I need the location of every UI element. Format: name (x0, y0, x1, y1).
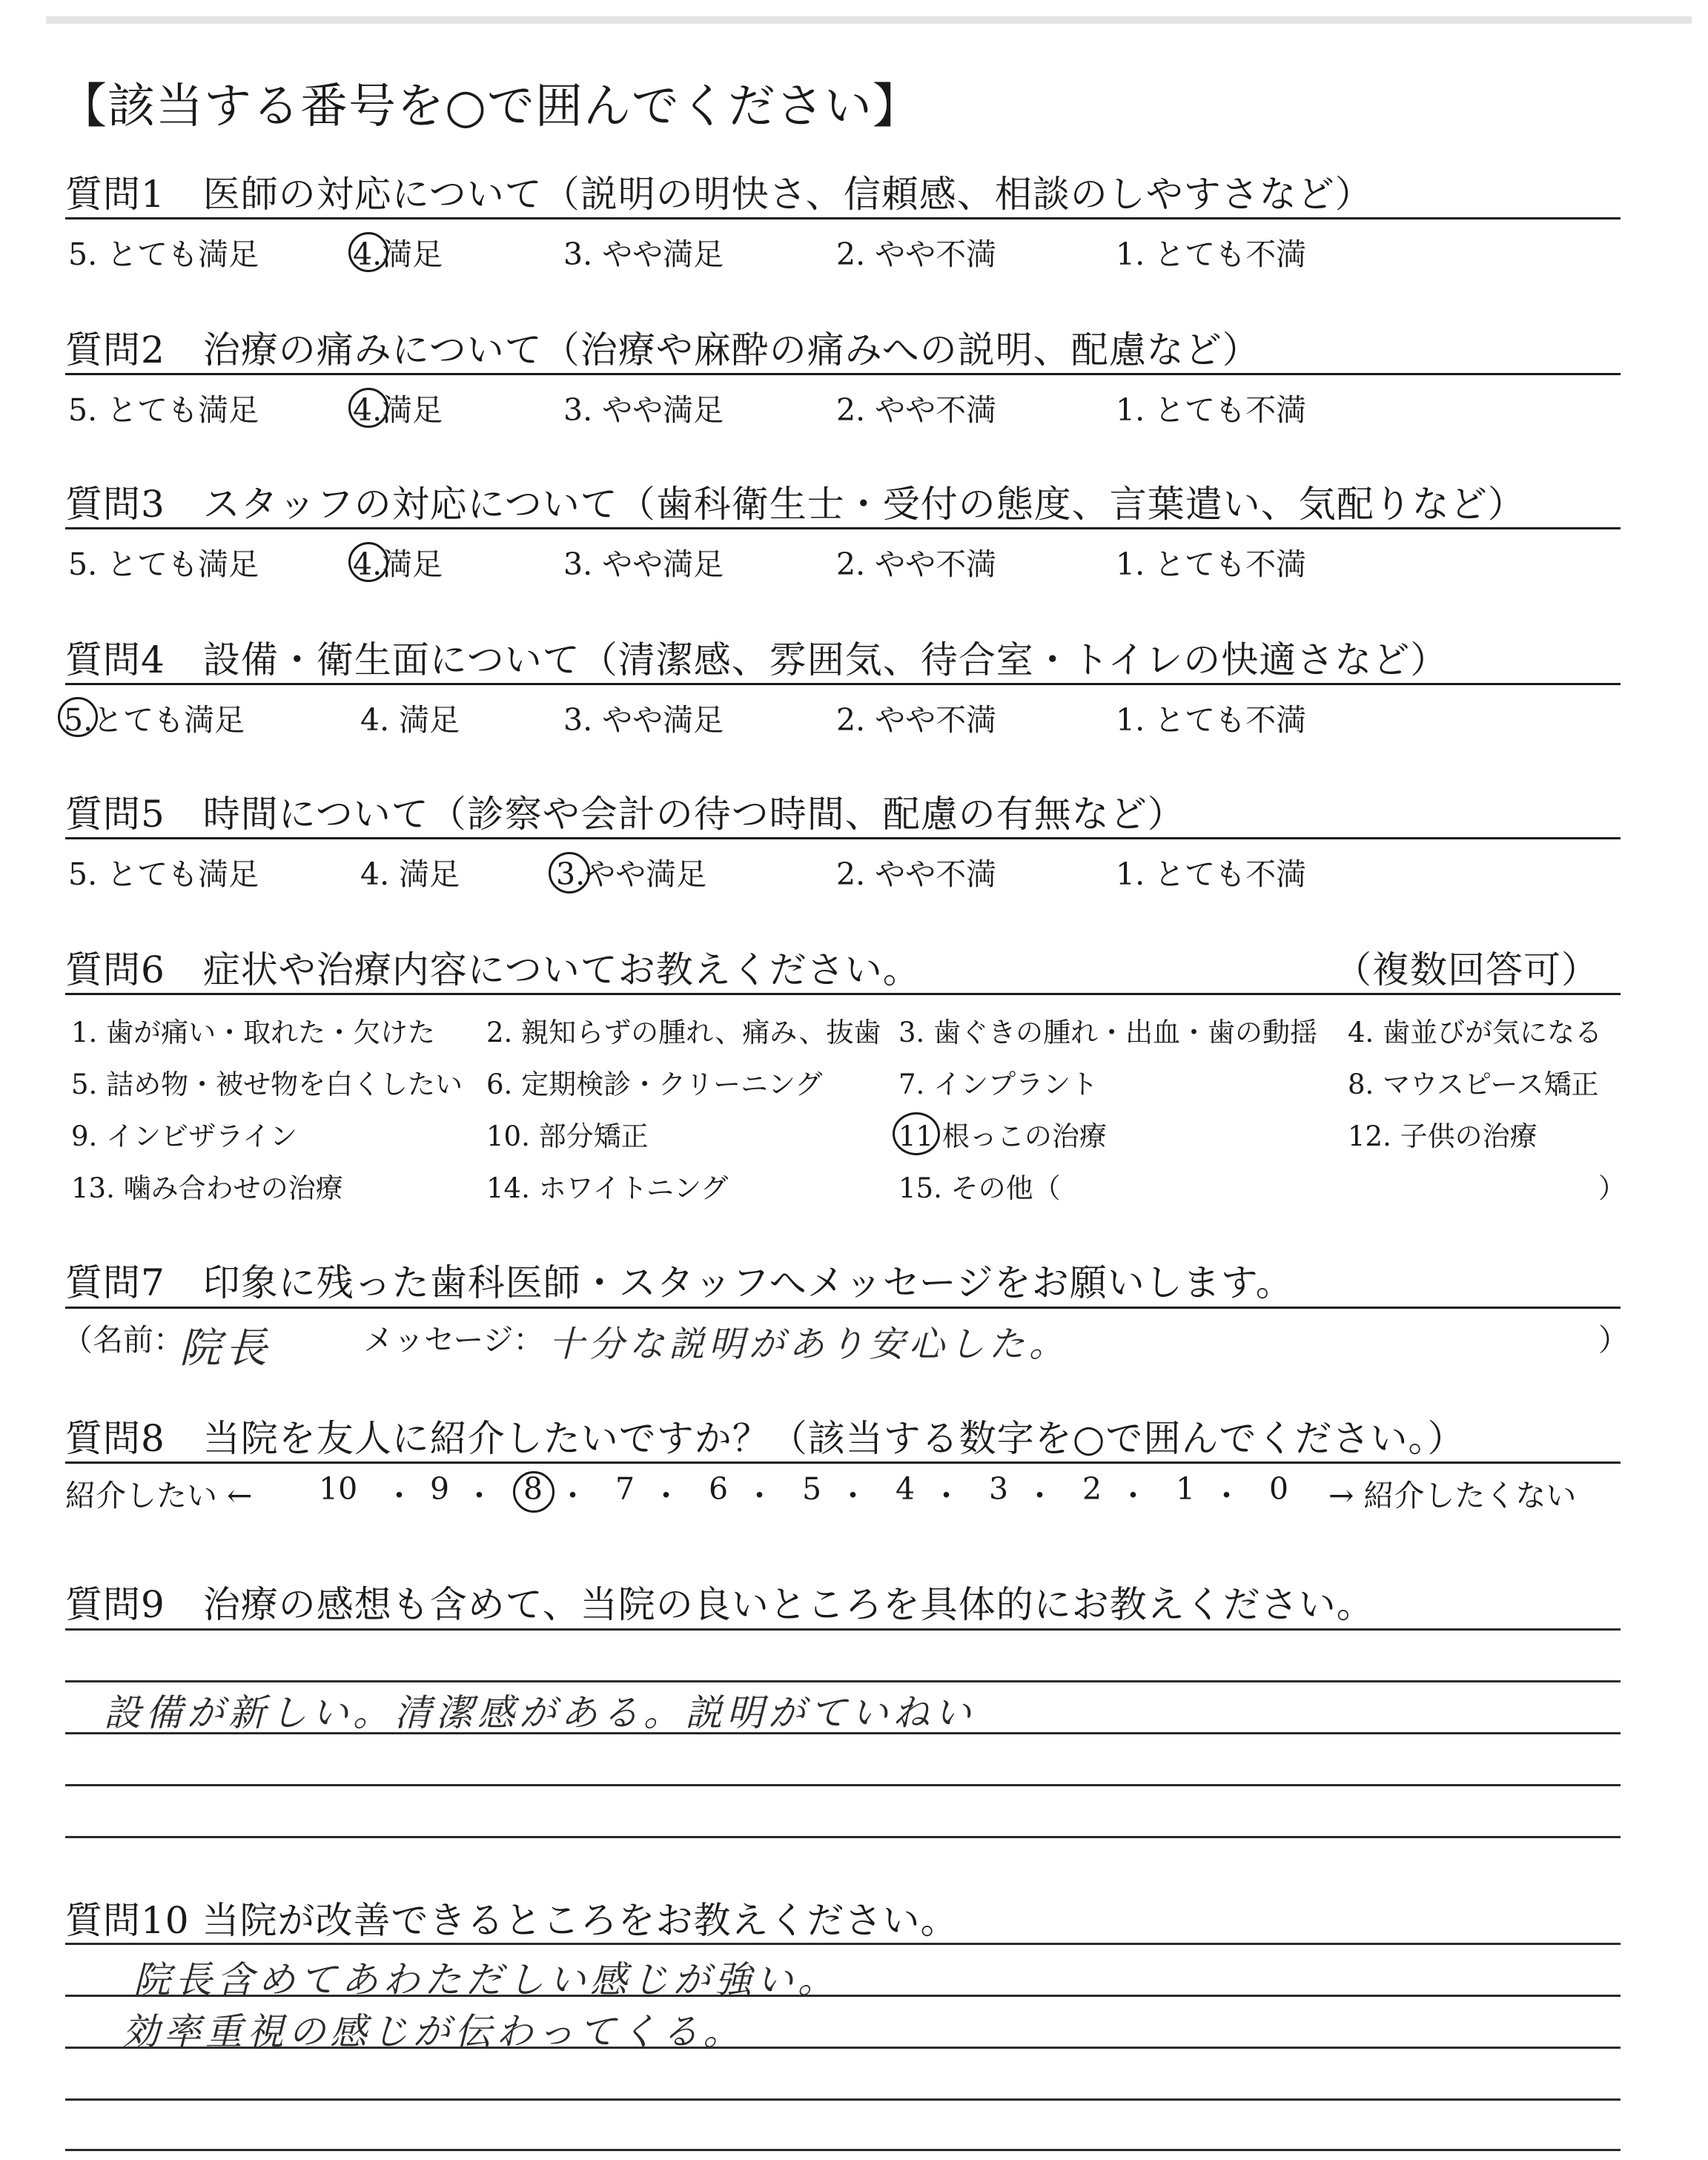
q6-item-12[interactable]: 12. 子供の治療 (1348, 1120, 1537, 1152)
q8-scale-0[interactable]: 0 (1269, 1471, 1289, 1507)
q6-item-3[interactable]: 3. 歯ぐきの腫れ・出血・歯の動揺 (898, 1017, 1318, 1048)
q6-item-13[interactable]: 13. 噛み合わせの治療 (71, 1172, 343, 1204)
q8-scale-sep: ・ (651, 1478, 681, 1513)
q6-item-8[interactable]: 8. マウスピース矯正 (1348, 1069, 1599, 1100)
q9-answer-rule (65, 1784, 1621, 1786)
q4-option-5[interactable]: 5.とても満足 (64, 702, 245, 738)
q8-scale-8[interactable]: 8 (523, 1471, 543, 1507)
q8-left-label: 紹介したい ← (65, 1478, 253, 1513)
question-4-rule (65, 683, 1621, 685)
question-8-rule (65, 1462, 1621, 1464)
q10-answer-rule (65, 1943, 1621, 1945)
q1-option-3[interactable]: 3. やや満足 (563, 237, 724, 272)
question-7-title: 質問7 印象に残った歯科医師・スタッフへメッセージをお願いします。 (65, 1261, 1294, 1304)
question-9-title: 質問9 治療の感想も含めて、当院の良いところを具体的にお教えください。 (65, 1583, 1374, 1626)
q1-option-4[interactable]: 4.満足 (353, 237, 443, 272)
q8-scale-1[interactable]: 1 (1176, 1471, 1196, 1507)
q2-option-2[interactable]: 2. やや不満 (836, 392, 997, 428)
q7-message-handwritten[interactable]: 十分な説明があり安心した。 (549, 1324, 1070, 1365)
q8-scale-sep: ・ (931, 1478, 961, 1513)
scan-edge (46, 16, 1692, 24)
question-10-title: 質問10 当院が改善できるところをお教えください。 (65, 1899, 959, 1942)
q6-item-4[interactable]: 4. 歯並びが気になる (1348, 1017, 1603, 1048)
q6-item-15[interactable]: 15. その他（ (898, 1172, 1061, 1204)
question-6-note: （複数回答可） (1334, 948, 1599, 991)
q8-scale-4[interactable]: 4 (896, 1471, 916, 1507)
question-5-rule (65, 837, 1621, 839)
q8-scale-sep: ・ (464, 1478, 494, 1513)
q4-option-3[interactable]: 3. やや満足 (563, 702, 724, 738)
q8-scale-2[interactable]: 2 (1082, 1471, 1102, 1507)
q8-scale-3[interactable]: 3 (989, 1471, 1009, 1507)
question-1-rule (65, 217, 1621, 219)
q8-scale-sep: ・ (1118, 1478, 1148, 1513)
q6-item-14[interactable]: 14. ホワイトニング (486, 1172, 729, 1204)
q3-option-3[interactable]: 3. やや満足 (563, 546, 724, 582)
q8-scale-sep: ・ (557, 1478, 588, 1513)
q4-option-4[interactable]: 4. 満足 (360, 702, 460, 738)
q7-close-paren: ） (1598, 1322, 1629, 1358)
q6-other-close-paren: ） (1598, 1172, 1626, 1204)
q8-scale-6[interactable]: 6 (709, 1471, 729, 1507)
q9-answer-rule (65, 1836, 1621, 1838)
q6-item-2[interactable]: 2. 親知らずの腫れ、痛み、抜歯 (486, 1017, 881, 1048)
question-1-title: 質問1 医師の対応について（説明の明快さ、信頼感、相談のしやすさなど） (65, 173, 1373, 216)
q7-message-label: メッセージ： (363, 1322, 544, 1358)
q9-answer-rule (65, 1628, 1621, 1631)
q8-scale-sep: ・ (1025, 1478, 1055, 1513)
q6-item-6[interactable]: 6. 定期検診・クリーニング (486, 1069, 823, 1100)
q1-option-1[interactable]: 1. とても不満 (1116, 237, 1307, 272)
question-2-rule (65, 373, 1621, 375)
q6-selected-circle (893, 1112, 940, 1155)
question-6-title: 質問6 症状や治療内容についてお教えください。 (65, 948, 921, 991)
question-7-rule (65, 1307, 1621, 1309)
q5-option-3[interactable]: 3.やや満足 (556, 856, 707, 892)
q10-answer-rule (65, 2098, 1621, 2101)
q2-selected-circle (348, 388, 388, 428)
q3-option-4[interactable]: 4.満足 (353, 546, 443, 582)
q5-option-1[interactable]: 1. とても不満 (1116, 856, 1307, 892)
q4-option-1[interactable]: 1. とても不満 (1116, 702, 1307, 738)
q8-selected-circle (513, 1471, 555, 1513)
question-6-rule (65, 993, 1621, 995)
instruction-heading: 【該当する番号を○で囲んでください】 (59, 79, 921, 134)
q8-right-label: → 紹介したくない (1328, 1478, 1577, 1513)
question-2-title: 質問2 治療の痛みについて（治療や麻酔の痛みへの説明、配慮など） (65, 328, 1260, 371)
q7-name-handwritten[interactable]: 院長 (179, 1324, 271, 1373)
question-5-title: 質問5 時間について（診察や会計の待つ時間、配慮の有無など） (65, 793, 1185, 836)
q8-scale-9[interactable]: 9 (430, 1471, 450, 1507)
q10-answer-rule (65, 2149, 1621, 2151)
q9-answer-line-1[interactable]: 設備が新しい。清潔感がある。説明がていねい (104, 1691, 976, 1734)
q5-option-2[interactable]: 2. やや不満 (836, 856, 997, 892)
q10-answer-line-1[interactable]: 院長含めてあわただしい感じが強い。 (133, 1958, 839, 2001)
q6-item-10[interactable]: 10. 部分矯正 (486, 1120, 649, 1152)
q8-scale-7[interactable]: 7 (615, 1471, 635, 1507)
question-4-title: 質問4 設備・衛生面について（清潔感、雰囲気、待合室・トイレの快適さなど） (65, 638, 1449, 681)
q3-selected-circle (348, 542, 388, 582)
q3-option-1[interactable]: 1. とても不満 (1116, 546, 1307, 582)
q3-option-2[interactable]: 2. やや不満 (836, 546, 997, 582)
q10-answer-line-2[interactable]: 効率重視の感じが伝わってくる。 (122, 2010, 745, 2053)
question-3-title: 質問3 スタッフの対応について（歯科衛生士・受付の態度、言葉遣い、気配りなど） (65, 483, 1526, 526)
question-3-rule (65, 527, 1621, 529)
q4-option-2[interactable]: 2. やや不満 (836, 702, 997, 738)
q2-option-3[interactable]: 3. やや満足 (563, 392, 724, 428)
q2-option-5[interactable]: 5. とても満足 (68, 392, 259, 428)
q6-item-1[interactable]: 1. 歯が痛い・取れた・欠けた (71, 1017, 436, 1048)
q4-selected-circle (58, 697, 98, 737)
q3-option-5[interactable]: 5. とても満足 (68, 546, 259, 582)
q9-answer-rule (65, 1680, 1621, 1682)
q5-option-5[interactable]: 5. とても満足 (68, 856, 259, 892)
q8-scale-sep: ・ (744, 1478, 775, 1513)
q8-scale-sep: ・ (384, 1478, 414, 1513)
q8-scale-5[interactable]: 5 (802, 1471, 822, 1507)
q8-scale-10[interactable]: 10 (319, 1471, 358, 1507)
q5-option-4[interactable]: 4. 満足 (360, 856, 460, 892)
q2-option-4[interactable]: 4.満足 (353, 392, 443, 428)
q8-scale-sep: ・ (838, 1478, 868, 1513)
q6-item-7[interactable]: 7. インプラント (898, 1069, 1099, 1100)
q6-item-5[interactable]: 5. 詰め物・被せ物を白くしたい (71, 1069, 463, 1100)
question-8-title: 質問8 当院を友人に紹介したいですか？（該当する数字を○で囲んでください。） (65, 1417, 1466, 1460)
q1-option-5[interactable]: 5. とても満足 (68, 237, 259, 272)
q2-option-1[interactable]: 1. とても不満 (1116, 392, 1307, 428)
q6-item-9[interactable]: 9. インビザライン (71, 1120, 297, 1152)
q1-selected-circle (348, 232, 388, 272)
q6-item-11[interactable]: 11 根っこの治療 (898, 1120, 1107, 1152)
q5-selected-circle (549, 852, 590, 894)
q1-option-2[interactable]: 2. やや不満 (836, 237, 997, 272)
q8-scale-sep: ・ (1211, 1478, 1242, 1513)
q7-name-label: （名前： (62, 1322, 184, 1358)
